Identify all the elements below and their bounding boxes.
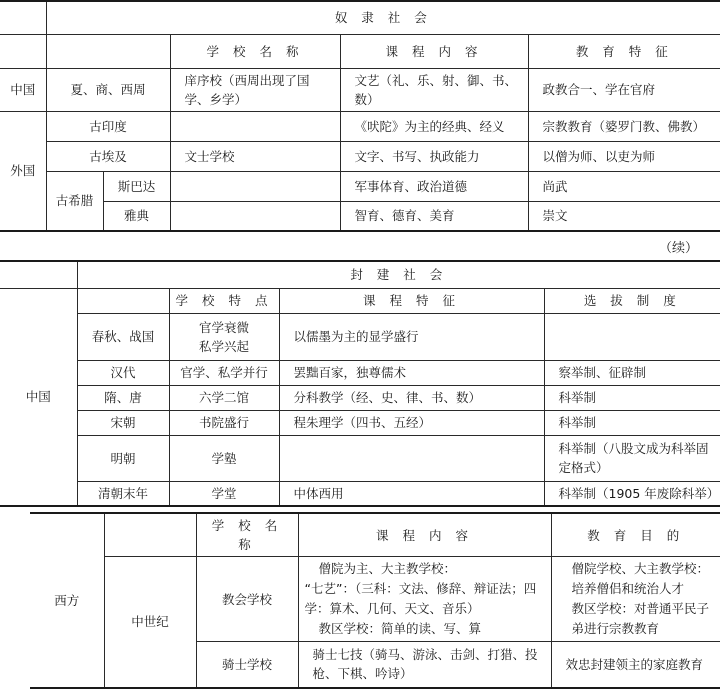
course-cell: 中体西用	[279, 481, 544, 506]
country-cell: 古希腊	[46, 171, 103, 231]
school-feature: 学堂	[169, 481, 279, 506]
feudal-society-table	[0, 260, 720, 507]
country-cell: 古埃及	[46, 141, 170, 171]
dynasty-cell: 夏、商、西周	[46, 68, 170, 111]
goal-line: 僧院学校、大主教学校：培养僧侣和统治人才	[571, 561, 710, 596]
select-cell	[544, 313, 720, 360]
city-cell: 斯巴达	[103, 171, 170, 201]
course-line: “七艺”：（三科：文法、修辞、辩证法；四学：算术、几何、天文、音乐）	[304, 581, 537, 616]
course-cell: 智育、德育、美育	[340, 201, 528, 231]
select-cell: 察举制、征辟制	[544, 360, 720, 385]
school-cell	[170, 111, 340, 141]
school-feature: 学塾	[169, 435, 279, 481]
city-cell: 雅典	[103, 201, 170, 231]
col-header: 学 校 名 称	[170, 34, 340, 68]
region-label: 中国	[0, 288, 77, 506]
course-cell: 分科教学（经、史、律、书、数）	[279, 385, 544, 410]
school-name: 教会学校	[196, 557, 298, 642]
school-cell: 文士学校	[170, 141, 340, 171]
course-cell: 骑士七技（骑马、游泳、击剑、打猎、投枪、下棋、吟诗）	[298, 642, 551, 688]
course-cell: 文艺（礼、乐、射、御、书、数）	[340, 68, 528, 111]
country-cell: 古印度	[46, 111, 170, 141]
era-cell: 明朝	[77, 435, 169, 481]
select-cell: 科举制	[544, 385, 720, 410]
school-feature: 书院盛行	[169, 410, 279, 435]
course-cell: 程朱理学（四书、五经）	[279, 410, 544, 435]
region-label: 中国	[0, 68, 46, 111]
course-cell: 以儒墨为主的显学盛行	[279, 313, 544, 360]
course-line: 僧院为主、大主教学校：	[318, 561, 457, 576]
col-header: 选 拔 制 度	[544, 288, 720, 313]
continued-label: （续）	[658, 241, 698, 256]
select-cell: 科举制	[544, 410, 720, 435]
col-header: 课 程 特 征	[279, 288, 544, 313]
era-cell: 清朝末年	[77, 481, 169, 506]
school-cell	[170, 171, 340, 201]
select-cell: 科举制（1905 年废除科举）	[544, 481, 720, 506]
era-cell: 汉代	[77, 360, 169, 385]
feature-cell: 以僧为师、以吏为师	[528, 141, 720, 171]
course-cell: 《吠陀》为主的经典、经义	[340, 111, 528, 141]
school-cell	[170, 201, 340, 231]
select-cell: 科举制（八股文成为科举固定格式）	[544, 435, 720, 481]
course-cell: 军事体育、政治道德	[340, 171, 528, 201]
school-feature: 官学衰微	[198, 319, 249, 335]
course-line: 教区学校：简单的读、写、算	[318, 621, 482, 636]
col-header: 教 育 特 征	[528, 34, 720, 68]
feature-cell: 宗教教育（婆罗门教、佛教）	[528, 111, 720, 141]
feature-cell: 政教合一、学在官府	[528, 68, 720, 111]
feature-cell: 尚武	[528, 171, 720, 201]
era-cell: 宋朝	[77, 410, 169, 435]
school-cell: 庠序校（西周出现了国学、乡学）	[170, 68, 340, 111]
slave-society-table	[0, 0, 720, 232]
region-label: 西方	[30, 513, 104, 688]
school-feature: 私学兴起	[198, 338, 249, 354]
feature-cell: 崇文	[528, 201, 720, 231]
region-label: 外国	[0, 111, 46, 231]
section-title: 封 建 社 会	[77, 261, 720, 288]
goal-line: 教区学校：对普通平民子弟进行宗教教育	[571, 601, 710, 636]
goal-cell: 效忠封建领主的家庭教育	[551, 642, 720, 688]
school-feature: 六学二馆	[169, 385, 279, 410]
course-cell	[279, 435, 544, 481]
school-name: 骑士学校	[196, 642, 298, 688]
col-header: 教 育 目 的	[551, 513, 720, 557]
western-table	[30, 512, 720, 689]
school-feature: 官学、私学并行	[169, 360, 279, 385]
col-header: 课 程 内 容	[298, 513, 551, 557]
course-cell: 罢黜百家，独尊儒术	[279, 360, 544, 385]
col-header: 课 程 内 容	[340, 34, 528, 68]
col-header: 学 校 特 点	[169, 288, 279, 313]
era-cell: 中世纪	[104, 557, 196, 688]
course-cell: 文字、书写、执政能力	[340, 141, 528, 171]
era-cell: 春秋、战国	[77, 313, 169, 360]
section-title: 奴 隶 社 会	[46, 1, 720, 34]
col-header: 学 校 名 称	[196, 513, 298, 557]
era-cell: 隋、唐	[77, 385, 169, 410]
